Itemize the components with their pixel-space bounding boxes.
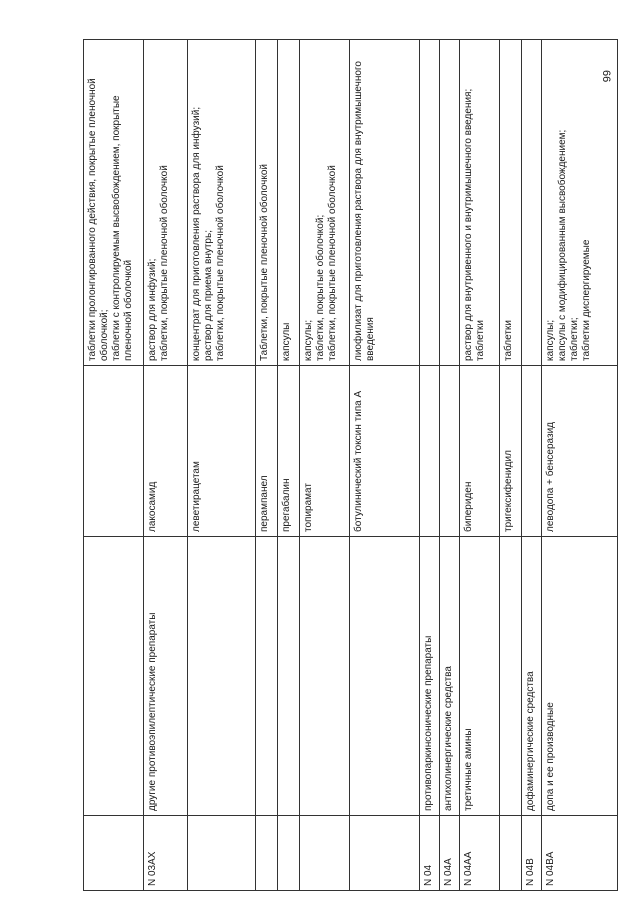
dosage-form-cell: [500, 40, 522, 366]
dosage-form-line: таблетки с контролируемым высвобождением, покрытые пленочной оболочкой: [111, 95, 134, 361]
dosage-form-line: таблетки, покрытые пленочной оболочкой: [327, 165, 338, 361]
code-cell: N 04AA: [460, 816, 500, 891]
group-name-cell: [84, 537, 144, 816]
dosage-form-line: таблетки, покрытые пленочной оболочкой: [159, 165, 170, 361]
dosage-form-cell: [440, 40, 460, 366]
table-row: [256, 40, 278, 891]
dosage-form-cell: [256, 40, 278, 366]
group-name-cell: [278, 537, 300, 816]
table-row: [500, 40, 522, 891]
dosage-form-cell: [144, 40, 188, 366]
code-cell: N 04B: [522, 816, 542, 891]
table-row: [420, 40, 440, 891]
drug-name-cell: прегабалин: [278, 366, 300, 537]
dosage-form-cell: [522, 40, 542, 366]
group-name-cell: другие противоэпилептические препараты: [144, 537, 188, 816]
table-row: [84, 40, 144, 891]
dosage-form-line: концентрат для приготовления раствора для инфузий;: [191, 106, 202, 361]
dosage-form-line: Таблетки, покрытые пленочной оболочкой: [259, 164, 270, 361]
dosage-form-line: раствор для приема внутрь;: [203, 230, 214, 361]
code-cell: N 03AX: [144, 816, 188, 891]
dosage-form-line: таблетки диспергируемые: [581, 239, 592, 361]
dosage-form-line: капсулы с модифицированным высвобождением;: [557, 129, 568, 361]
code-cell: [300, 816, 350, 891]
dosage-form-line: капсулы;: [303, 319, 314, 361]
drug-name-cell: [522, 366, 542, 537]
code-cell: [188, 816, 256, 891]
drug-name-cell: лакосамид: [144, 366, 188, 537]
table-row: [144, 40, 188, 891]
drug-name-cell: [84, 366, 144, 537]
dosage-form-cell: [542, 40, 618, 366]
group-name-cell: [300, 537, 350, 816]
group-name-cell: дофаминергические средства: [522, 537, 542, 816]
dosage-form-line: лиофилизат для приготовления раствора для внутримышечного введения: [353, 61, 376, 361]
dosage-form-line: таблетки пролонгированного действия, покрытые пленочной оболочкой;: [87, 78, 110, 361]
table-row: [188, 40, 256, 891]
group-name-cell: антихолинергические средства: [440, 537, 460, 816]
group-name-cell: противопаркинсонические препараты: [420, 537, 440, 816]
group-name-cell: допа и ее производные: [542, 537, 618, 816]
dosage-form-line: таблетки, покрытые пленочной оболочкой: [215, 165, 226, 361]
code-cell: [256, 816, 278, 891]
drug-name-cell: тригексифенидил: [500, 366, 522, 537]
group-name-cell: [500, 537, 522, 816]
page-number: 66: [600, 70, 612, 83]
drug-name-cell: леводопа + бенсеразид: [542, 366, 618, 537]
code-cell: [278, 816, 300, 891]
code-cell: N 04A: [440, 816, 460, 891]
dosage-form-cell: [84, 40, 144, 366]
code-cell: [500, 816, 522, 891]
dosage-form-cell: [188, 40, 256, 366]
table-row: [278, 40, 300, 891]
dosage-form-cell: [300, 40, 350, 366]
code-cell: N 04: [420, 816, 440, 891]
group-name-cell: [350, 537, 420, 816]
rotated-page: [83, 61, 617, 891]
dosage-form-line: таблетки, покрытые оболочкой;: [315, 214, 326, 361]
drug-name-cell: леветирацетам: [188, 366, 256, 537]
table-row: [522, 40, 542, 891]
dosage-form-line: капсулы;: [545, 319, 556, 361]
dosage-form-cell: [460, 40, 500, 366]
dosage-form-line: капсулы: [281, 322, 292, 361]
dosage-form-cell: [278, 40, 300, 366]
drug-name-cell: бипериден: [460, 366, 500, 537]
drug-name-cell: [420, 366, 440, 537]
code-cell: [350, 816, 420, 891]
dosage-form-line: таблетки: [503, 320, 514, 361]
dosage-form-line: раствор для инфузий;: [147, 258, 158, 361]
drug-name-cell: перампанел: [256, 366, 278, 537]
drug-name-cell: ботулинический токсин типа А: [350, 366, 420, 537]
code-cell: [84, 816, 144, 891]
dosage-form-line: раствор для внутривенного и внутримышечного введения;: [463, 88, 474, 361]
dosage-form-cell: [420, 40, 440, 366]
code-cell: N 04BA: [542, 816, 618, 891]
group-name-cell: [188, 537, 256, 816]
dosage-form-cell: [350, 40, 420, 366]
table-row: [440, 40, 460, 891]
group-name-cell: третичные амины: [460, 537, 500, 816]
dosage-form-line: таблетки;: [569, 317, 580, 361]
drug-name-cell: [440, 366, 460, 537]
drug-name-cell: топирамат: [300, 366, 350, 537]
group-name-cell: [256, 537, 278, 816]
table-row: [542, 40, 618, 891]
drug-table: [83, 39, 618, 891]
table-row: [350, 40, 420, 891]
dosage-form-line: таблетки: [475, 320, 486, 361]
table-row: [460, 40, 500, 891]
table-row: [300, 40, 350, 891]
